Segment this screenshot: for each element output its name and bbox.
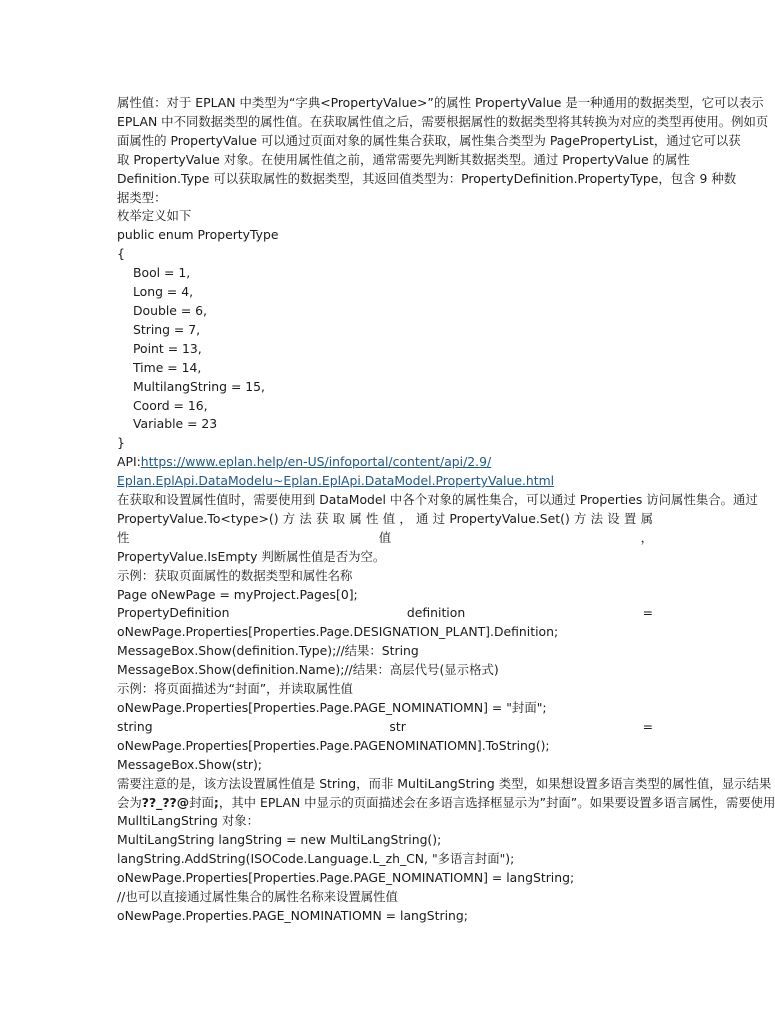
text-line: String = 7, (133, 321, 201, 337)
text-line: oNewPage.Properties.PAGE_NOMINATIOMN = langString; (117, 907, 468, 923)
api-link[interactable]: https://www.eplan.help/en-US/infoportal/content/api/2.9/ (140, 454, 492, 470)
text-line: Time = 14, (133, 359, 202, 375)
text-line: oNewPage.Properties[Properties.Page.PAGENOMINATIOMN].ToString(); (117, 737, 550, 753)
text-line: string str = (117, 718, 653, 734)
text-line: Definition.Type 可以获取属性的数据类型，其返回值类型为：PropertyDefinition.PropertyType，包含 9 种数 (117, 170, 737, 186)
text-line: EPLAN 中不同数据类型的属性值。在获取属性值之后，需要根据属性的数据类型将其转换为对应的类型再使用。例如页 (117, 113, 769, 129)
text-line: 面属性的 PropertyValue 可以通过页面对象的属性集合获取，属性集合类型为 PagePropertyList，通过它可以获 (117, 132, 741, 148)
text-line: langString.AddString(ISOCode.Language.L_zh_CN, "多语言封面"); (117, 851, 515, 867)
text-line: MessageBox.Show(definition.Name);//结果：高层代号(显示格式) (117, 662, 499, 678)
text-line: MessageBox.Show(definition.Type);//结果：String (117, 643, 419, 659)
text-line: public enum PropertyType (117, 227, 279, 243)
text-line: Page oNewPage = myProject.Pages[0]; (117, 586, 358, 602)
text-line: 会为??_??@封面;，其中 EPLAN 中显示的页面描述会在多语言选择框显示为”封面”。如果要设置多语言属性，需要使用 (117, 794, 775, 810)
document-body (117, 94, 775, 926)
text-line: oNewPage.Properties[Properties.Page.PAGE_NOMINATIOMN] = langString; (117, 870, 575, 886)
text-line: } (117, 435, 125, 451)
text-line: 据类型： (117, 189, 167, 205)
text-line (117, 472, 653, 491)
text-line: 枚举定义如下 (117, 208, 192, 224)
text-line: Coord = 16, (133, 397, 208, 413)
text-line (117, 453, 653, 472)
text-line: 示例：将页面描述为“封面”，并读取属性值 (117, 681, 353, 697)
text-line: oNewPage.Properties[Properties.Page.PAGE_NOMINATIOMN] = "封面"; (117, 700, 547, 715)
text-line: { (117, 246, 125, 262)
text-line: //也可以直接通过属性集合的属性名称来设置属性值 (117, 889, 398, 905)
text-line: Variable = 23 (133, 416, 218, 432)
text-line: oNewPage.Properties[Properties.Page.DESIGNATION_PLANT].Definition; (117, 624, 559, 640)
text-line: PropertyValue.IsEmpty 判断属性值是否为空。 (117, 548, 386, 564)
text-line: 取 PropertyValue 对象。在使用属性值之前，通常需要先判断其数据类型。通过 PropertyValue 的属性 (117, 151, 690, 167)
text-line: 属性值：对于 EPLAN 中类型为“字典<PropertyValue>”的属性 PropertyValue 是一种通用的数据类型，它可以表示 (117, 95, 764, 110)
api-link[interactable]: Eplan.EplApi.DataModelu~Eplan.EplApi.DataModel.PropertyValue.html (117, 473, 555, 489)
text-line: 需要注意的是，该方法设置属性值是 String，而非 MultiLangString 类型，如果想设置多语言类型的属性值，显示结果 (117, 775, 772, 791)
text-line: 示例：获取页面属性的数据类型和属性名称 (117, 567, 353, 583)
text-line: MessageBox.Show(str); (117, 756, 262, 772)
text-line: Double = 6, (133, 302, 207, 318)
text-line: PropertyDefinition definition = (117, 605, 653, 621)
text-line: PropertyValue.To<type>() 方 法 获 取 属 性 值 ， 通 过 PropertyValue.Set() 方 法 设 置 属 性 值 ， (117, 510, 653, 545)
text-line: MultilangString = 15, (133, 378, 265, 394)
text-line: Point = 13, (133, 340, 202, 356)
text-line: MulltiLangString 对象： (117, 813, 260, 829)
text-line: Long = 4, (133, 284, 194, 300)
text-line: 在获取和设置属性值时，需要使用到 DataModel 中各个对象的属性集合，可以通过 Properties 访问属性集合。通过 (117, 492, 758, 508)
text-line: Bool = 1, (133, 265, 191, 281)
text-line: MultiLangString langString = new MultiLangString(); (117, 832, 442, 848)
link-prefix: API: (117, 454, 141, 470)
